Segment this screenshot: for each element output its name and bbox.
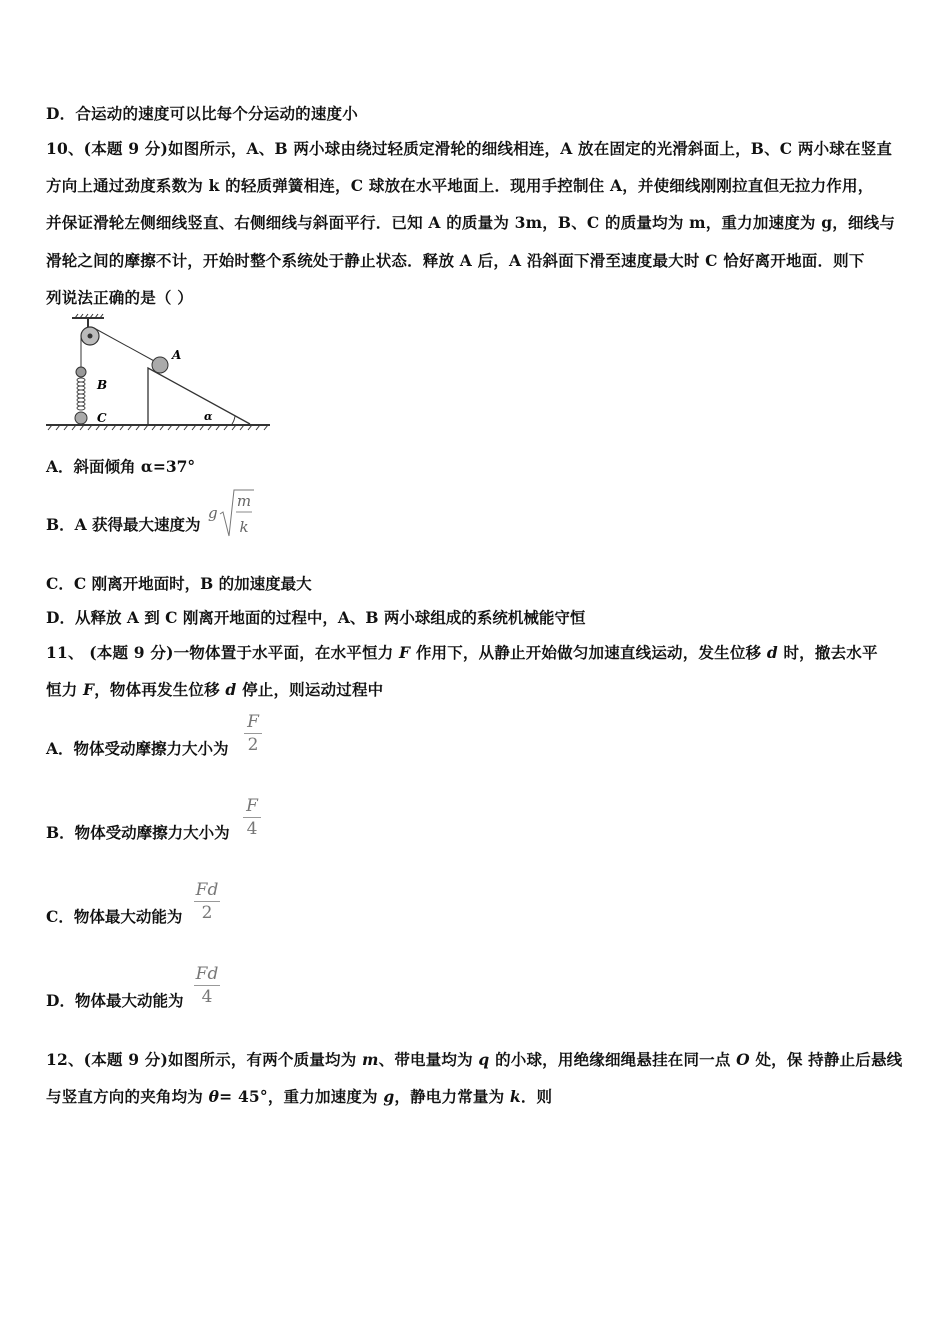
expr-den: k [239, 518, 249, 536]
q11-option-c: C．物体最大动能为 [46, 907, 183, 926]
expr-g: g [208, 504, 218, 522]
label-alpha: α [204, 410, 213, 423]
q10-option-d: D．从释放 A 到 C 刚离开地面的过程中，A、B 两小球组成的系统机械能守恒 [46, 608, 586, 627]
q11-stem-line2: 恒力 F，物体再发生位移 d 停止，则运动过程中 [46, 680, 384, 699]
q9-option-d: D．合运动的速度可以比每个分运动的速度小 [46, 104, 358, 123]
q12-stem-line2: 与竖直方向的夹角均为 θ= 45°，重力加速度为 g，静电力常量为 k．则 [46, 1087, 553, 1106]
q11-option-a-fraction: F 2 [244, 712, 262, 755]
q10-stem-line2: 方向上通过劲度系数为 k 的轻质弹簧相连，C 球放在水平地面上．现用手控制住 A，并使细线刚刚拉直但无拉力作用， [46, 176, 874, 195]
label-b: B [97, 378, 108, 392]
q10-option-a: A．斜面倾角 α=37° [46, 457, 196, 476]
q10-stem-line1: 10、(本题 9 分)如图所示，A、B 两小球由绕过轻质定滑轮的细线相连，A 放在固定的光滑斜面上，B、C 两小球在竖直 [46, 139, 893, 158]
ball-b [76, 367, 86, 377]
q10-stem-line3: 并保证滑轮左侧细线竖直、右侧细线与斜面平行．已知 A 的质量为 3m，B、C 的质量均为 m，重力加速度为 g，细线与 [46, 213, 896, 232]
pulley-incline-figure [44, 312, 276, 436]
expr-num: m [236, 492, 252, 510]
q11-stem-line1: 11、 (本题 9 分)一物体置于水平面，在水平恒力 F 作用下，从静止开始做匀加速直线运动，发生位移 d 时，撤去水平 [46, 643, 878, 662]
label-c: C [97, 411, 107, 425]
q11-option-c-fraction: Fd 2 [195, 880, 219, 923]
q11-option-d: D．物体最大动能为 [46, 991, 184, 1010]
incline [148, 368, 250, 424]
q11-option-d-fraction: Fd 4 [195, 964, 219, 1007]
q12-stem-line1: 12、(本题 9 分)如图所示，有两个质量均为 m、带电量均为 q 的小球，用绝缘细绳悬挂在同一点 O 处，保 持静止后悬线 [46, 1050, 903, 1069]
q10-stem-line5: 列说法正确的是（ ） [46, 288, 193, 307]
q11-option-a: A．物体受动摩擦力大小为 [46, 739, 229, 758]
q10-option-c: C．C 刚离开地面时，B 的加速度最大 [46, 574, 312, 593]
q10-option-b-expression [208, 488, 258, 542]
ball-c [75, 412, 87, 424]
q11-option-b-fraction: F 4 [243, 796, 261, 839]
q11-option-b: B．物体受动摩擦力大小为 [46, 823, 230, 842]
q10-stem-line4: 滑轮之间的摩擦不计，开始时整个系统处于静止状态．释放 A 后，A 沿斜面下滑至速度最大时 C 恰好离开地面．则下 [46, 251, 865, 270]
label-a: A [172, 348, 182, 362]
q10-option-b: B．A 获得最大速度为 [46, 515, 201, 534]
ball-a [152, 357, 168, 373]
